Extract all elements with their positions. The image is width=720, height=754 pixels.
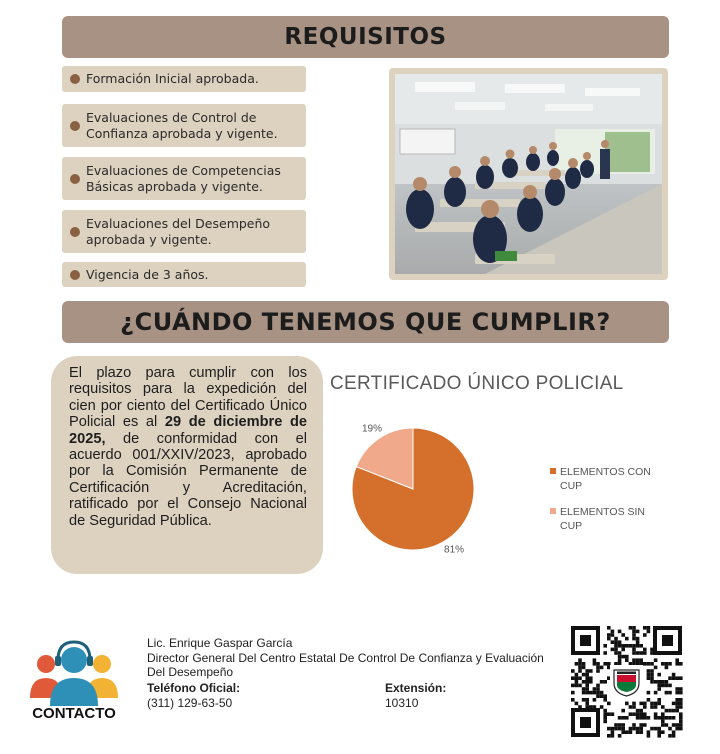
requirements-title: REQUISITOS: [62, 16, 669, 58]
requirement-text: Evaluaciones de Competencias Básicas aprobada y vigente.: [86, 162, 281, 194]
legend-item-con-cup: [550, 465, 660, 493]
requirement-item: [62, 262, 306, 287]
pie-chart: [330, 405, 530, 565]
contact-position: Director General Del Centro Estatal De Control De Confianza y Evaluación Del Desempeño: [147, 651, 544, 679]
pie-data-label: 19%: [361, 423, 382, 435]
legend-label: ELEMENTOS SIN CUP: [560, 506, 645, 532]
training-classroom-photo: [395, 74, 662, 274]
phone-number: (311) 129-63-50: [147, 696, 233, 710]
deadline-text-after: de conformidad con el acuerdo 001/XXIV/2023, aprobado por la Comisión Permanente de Certificación y Acreditación, ratificado por el Consejo Nacional de Seguridad Pública.: [69, 430, 307, 529]
deadline-text-card: [51, 356, 323, 574]
chart-title: CERTIFICADO ÚNICO POLICIAL: [330, 373, 624, 394]
requirement-text: Evaluaciones del Desempeño aprobada y vigente.: [86, 215, 271, 247]
bullet-icon: [70, 270, 80, 280]
deadline-paragraph: [69, 365, 307, 529]
phone-label: Teléfono Oficial:: [147, 681, 241, 695]
training-photo-frame: [389, 68, 668, 280]
requirement-text: Vigencia de 3 años.: [86, 266, 209, 282]
contact-name: Lic. Enrique Gaspar García: [147, 636, 293, 650]
extension-number: 10310: [385, 696, 419, 710]
requirement-item: [62, 210, 306, 253]
requirement-item: [62, 104, 306, 147]
requirement-item: [62, 157, 306, 200]
deadline-date: 29 de diciembre de 2025,: [69, 414, 308, 447]
legend-item-sin-cup: [550, 505, 660, 533]
extension-label: Extensión:: [385, 681, 447, 695]
pie-data-label: 81%: [444, 544, 465, 556]
bullet-icon: [70, 227, 80, 237]
bullet-icon: [70, 174, 80, 184]
legend-swatch: [550, 468, 556, 474]
requirement-text: Evaluaciones de Control de Confianza aprobada y vigente.: [86, 109, 278, 141]
deadline-text-before: El plazo para cumplir con los requisitos para la expedición del cien por ciento del Certificado Único Policial es al: [69, 365, 307, 431]
legend-label: ELEMENTOS CON CUP: [560, 466, 651, 492]
legend-swatch: [550, 508, 556, 514]
requirement-text: Formación Inicial aprobada.: [86, 71, 259, 86]
emblem-icon: [610, 665, 643, 698]
qr-code-icon: [570, 625, 683, 738]
contact-headset-icon: [26, 636, 122, 706]
classroom-illustration: [395, 74, 662, 274]
requirement-item: [62, 66, 306, 92]
bullet-icon: [70, 121, 80, 131]
deadline-title: ¿CUÁNDO TENEMOS QUE CUMPLIR?: [62, 301, 669, 343]
bullet-icon: [70, 74, 80, 84]
contact-label: CONTACTO: [32, 705, 116, 722]
